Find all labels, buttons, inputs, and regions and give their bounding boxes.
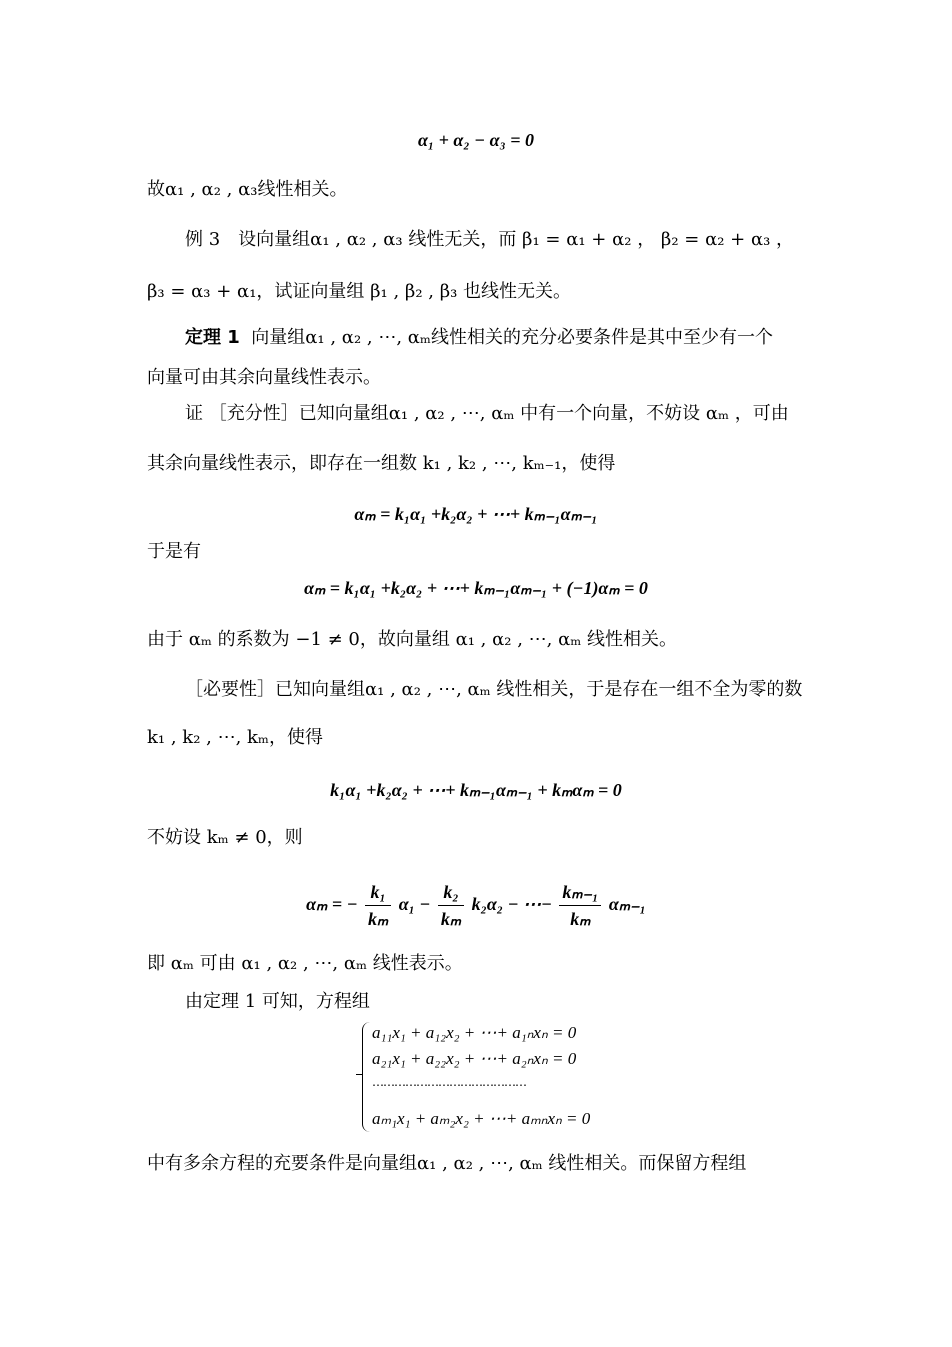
- fraction-1-num: k₁: [365, 881, 391, 906]
- frac-eq-mid1: α₁ −: [398, 894, 431, 914]
- theorem-text: 向量组α₁ , α₂ , ⋯, αₘ线性相关的充分必要条件是其中至少有一个: [251, 327, 773, 348]
- frac-eq-end: αₘ₋₁: [608, 894, 646, 914]
- left-brace: [362, 1022, 371, 1132]
- text-assume-km: 不妨设 kₘ ≠ 0，则: [147, 827, 303, 848]
- theorem-1-cont: 向量可由其余向量线性表示。: [147, 367, 381, 388]
- system-row-m: aₘ₁x₁ + aₘ₂x₂ + ⋯+ aₘₙxₙ = 0: [372, 1109, 591, 1128]
- equation-system: [362, 1022, 622, 1132]
- frac-eq-lhs: αₘ = −: [306, 894, 358, 914]
- example-3-statement-cont: β₃ = α₃ + α₁，试证向量组 β₁ , β₂ , β₃ 也线性无关。: [147, 281, 572, 302]
- equation-k-combination: k₁α₁ +k₂α₂ + ⋯+ kₘ₋₁αₘ₋₁ + kₘαₘ = 0: [330, 780, 622, 800]
- proof-necessity-cont: k₁ , k₂ , ⋯, kₘ，使得: [147, 727, 323, 748]
- equation-fraction-expansion: [0, 876, 952, 932]
- text-coefficient: 由于 αₘ 的系数为 −1 ≠ 0，故向量组 α₁ , α₂ , ⋯, αₘ 线性相关。: [147, 629, 678, 650]
- fraction-2-num: k₂: [438, 881, 464, 906]
- brace-tip: [356, 1074, 362, 1075]
- equation-sum-zero: α₁ + α₂ − α₃ = 0: [417, 130, 535, 150]
- system-row-1: a₁₁x₁ + a₁₂x₂ + ⋯+ a₁ₙxₙ = 0: [372, 1023, 577, 1042]
- text-linear-dependence: 故α₁ , α₂ , α₃线性相关。: [147, 179, 348, 200]
- text-redundant-equations: 中有多余方程的充要条件是向量组α₁ , α₂ , ⋯, αₘ 线性相关。而保留方程组: [147, 1153, 747, 1174]
- fraction-3: [559, 881, 601, 930]
- fraction-2-den: kₘ: [440, 909, 462, 930]
- fraction-1: [365, 881, 391, 930]
- proof-sufficiency-cont: 其余向量线性表示，即存在一组数 k₁ , k₂ , ⋯, kₘ₋₁，使得: [147, 453, 616, 474]
- text-by-theorem: 由定理 1 可知，方程组: [185, 991, 370, 1012]
- equation-zero-combination: αₘ = k₁α₁ +k₂α₂ + ⋯+ kₘ₋₁αₘ₋₁ + (−1)αₘ = 0: [304, 578, 648, 598]
- fraction-3-den: kₘ: [570, 909, 591, 930]
- fraction-1-den: kₘ: [367, 909, 389, 930]
- equation-linear-combination: αₘ = k₁α₁ +k₂α₂ + ⋯+ kₘ₋₁αₘ₋₁: [354, 504, 598, 524]
- frac-eq-mid2: k₂α₂ − ⋯−: [471, 894, 552, 914]
- proof-necessity: ［必要性］已知向量组α₁ , α₂ , ⋯, αₘ 线性相关，于是存在一组不全为零的数: [185, 679, 803, 700]
- proof-sufficiency: 证 ［充分性］已知向量组α₁ , α₂ , ⋯, αₘ 中有一个向量，不妨设 αₘ ，可由: [185, 403, 789, 424]
- example-3-statement: 例 3 设向量组α₁ , α₂ , α₃ 线性无关，而 β₁ = α₁ + α₂ ， β₂ = α₂ + α₃ ，: [185, 229, 795, 250]
- text-representable: 即 αₘ 可由 α₁ , α₂ , ⋯, αₘ 线性表示。: [147, 953, 463, 974]
- system-row-ellipsis: ⋯⋯⋯⋯⋯⋯⋯⋯⋯⋯⋯⋯⋯⋯: [372, 1078, 526, 1092]
- theorem-label: 定理 1: [185, 327, 240, 348]
- fraction-3-num: kₘ₋₁: [559, 881, 601, 906]
- theorem-1-line: [185, 326, 805, 350]
- text-then: 于是有: [147, 541, 201, 562]
- system-row-2: a₂₁x₁ + a₂₂x₂ + ⋯+ a₂ₙxₙ = 0: [372, 1049, 577, 1068]
- fraction-2: [438, 881, 464, 930]
